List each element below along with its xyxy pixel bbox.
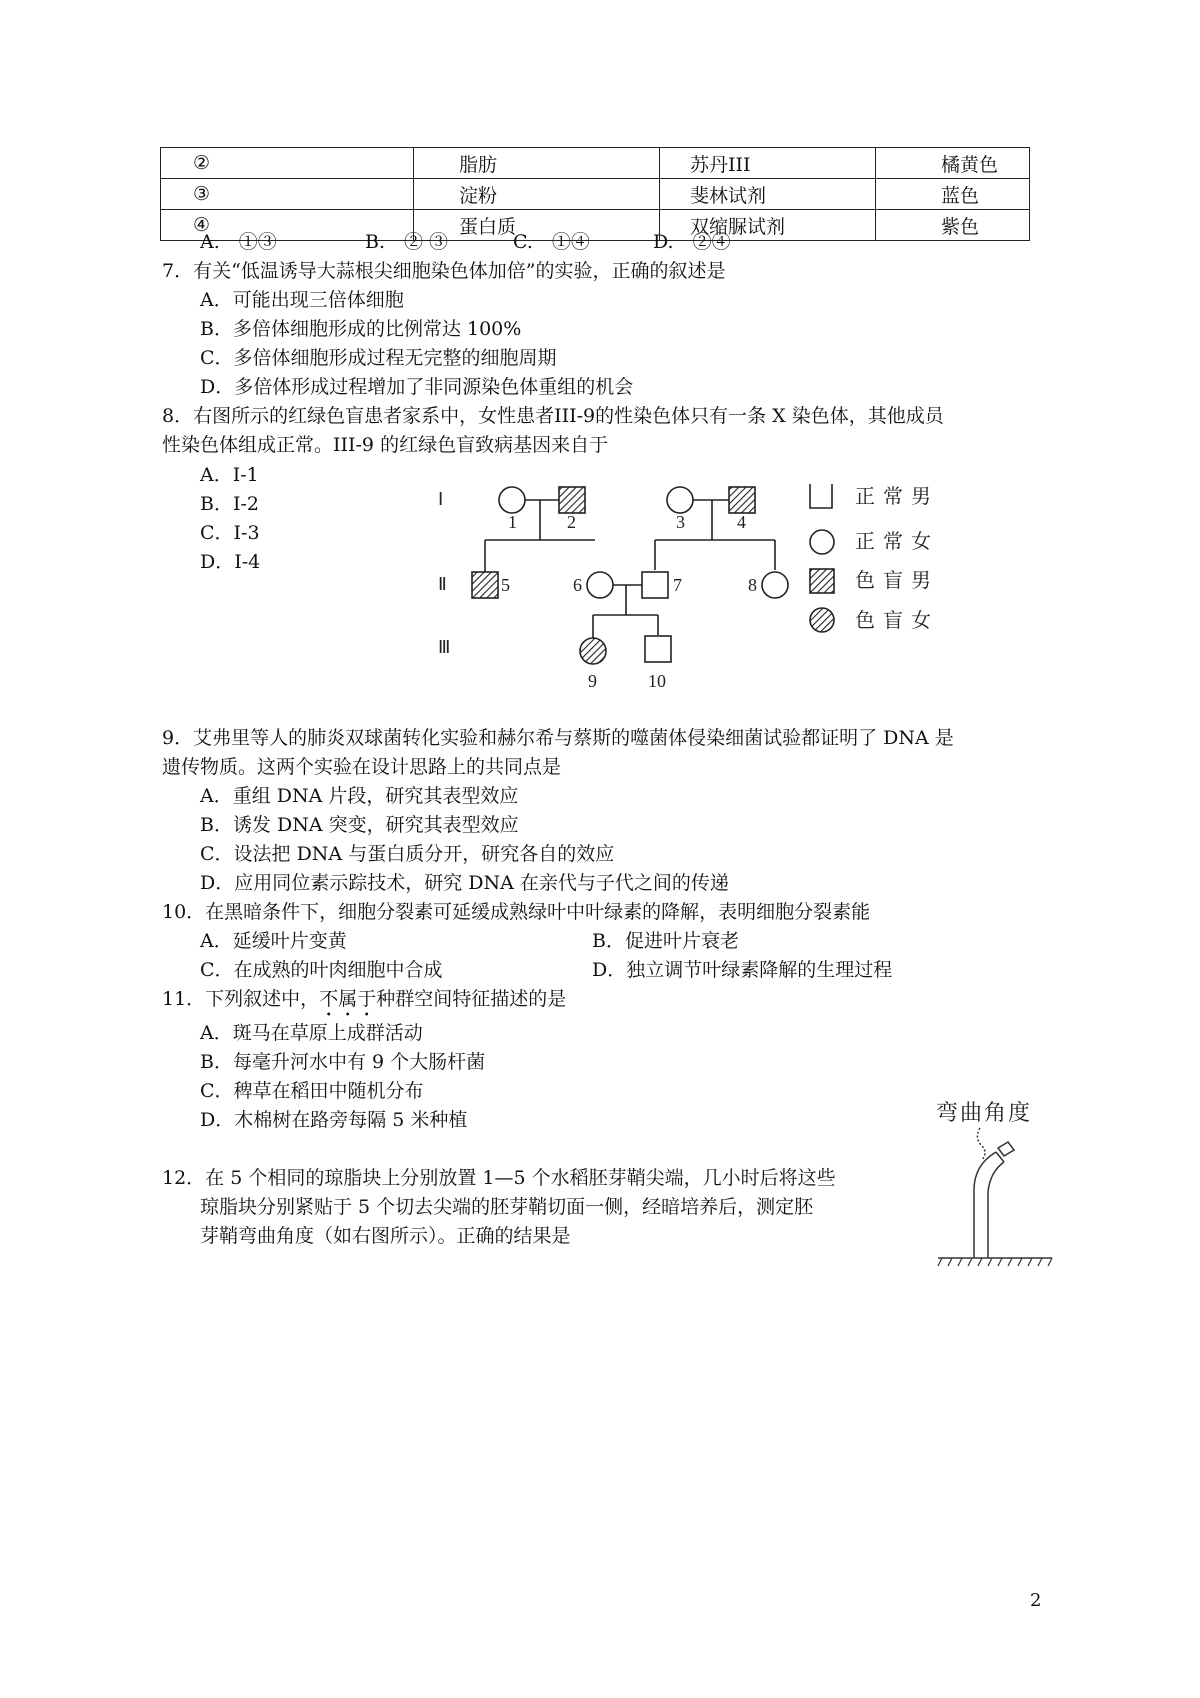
table-cell: ② bbox=[161, 148, 414, 179]
table-cell: 蓝色 bbox=[876, 179, 1030, 210]
table-cell: 蛋白质 bbox=[414, 210, 660, 241]
q6-option-c: C. ①④ bbox=[513, 231, 590, 253]
member-10: 10 bbox=[648, 671, 666, 691]
member-7: 7 bbox=[673, 575, 682, 595]
page-number: 2 bbox=[1030, 1590, 1042, 1611]
q8-stem-line2: 性染色体组成正常。III-9 的红绿色盲致病基因来自于 bbox=[162, 434, 609, 456]
q6-option-b: B. ② ③ bbox=[365, 231, 449, 253]
q11-option-c: C．稗草在稻田中随机分布 bbox=[200, 1080, 424, 1102]
q9-option-b: B．诱发 DNA 突变，研究其表型效应 bbox=[200, 814, 519, 836]
table-row bbox=[161, 148, 1030, 179]
table-cell: 脂肪 bbox=[414, 148, 660, 179]
q9-option-a: A．重组 DNA 片段，研究其表型效应 bbox=[200, 785, 519, 807]
pedigree-chart bbox=[430, 470, 990, 700]
member-8: 8 bbox=[748, 575, 757, 595]
q9-stem-line1: 9．艾弗里等人的肺炎双球菌转化实验和赫尔希与蔡斯的噬菌体侵染细菌试验都证明了 DNA 是 bbox=[162, 727, 954, 749]
member-6: 6 bbox=[573, 575, 582, 595]
legend-normal-female: 正常女 bbox=[855, 531, 939, 553]
legend-normal-male: 正常男 bbox=[855, 486, 939, 508]
q8-option-a: A．Ⅰ-1 bbox=[200, 464, 259, 486]
q10-option-d: D．独立调节叶绿素降解的生理过程 bbox=[592, 959, 893, 981]
table-row bbox=[161, 179, 1030, 210]
coleoptile-figure bbox=[930, 1090, 1060, 1275]
q7-option-c: C．多倍体细胞形成过程无完整的细胞周期 bbox=[200, 347, 557, 369]
legend-colorblind-male: 色盲男 bbox=[855, 570, 939, 592]
q11-option-a: A．斑马在草原上成群活动 bbox=[200, 1022, 423, 1044]
q9-option-c: C．设法把 DNA 与蛋白质分开，研究各自的效应 bbox=[200, 843, 615, 865]
reagent-table bbox=[160, 147, 1030, 241]
q7-option-a: A．可能出现三倍体细胞 bbox=[200, 289, 404, 311]
q10-option-a: A．延缓叶片变黄 bbox=[200, 930, 347, 952]
q11-stem bbox=[162, 984, 566, 1021]
q11-stem-pre: 11．下列叙述中， bbox=[162, 988, 320, 1010]
table-cell: 紫色 bbox=[876, 210, 1030, 241]
table-row bbox=[161, 210, 1030, 241]
q6-option-d: D. ②④ bbox=[653, 231, 731, 253]
table-cell: ③ bbox=[161, 179, 414, 210]
member-9: 9 bbox=[588, 671, 597, 691]
legend-colorblind-female: 色盲女 bbox=[855, 610, 939, 632]
figure-label: 弯曲角度 bbox=[936, 1101, 1033, 1126]
q10-option-b: B．促进叶片衰老 bbox=[592, 930, 739, 952]
generation-label-3: Ⅲ bbox=[438, 637, 451, 657]
table-cell: ④ bbox=[161, 210, 414, 241]
q8-stem-line1: 8．右图所示的红绿色盲患者家系中，女性患者III-9的性染色体只有一条 X 染色体，其他成员 bbox=[162, 405, 944, 427]
member-4: 4 bbox=[737, 512, 746, 532]
q12-line2: 琼脂块分别紧贴于 5 个切去尖端的胚芽鞘切面一侧，经暗培养后，测定胚 bbox=[200, 1196, 814, 1218]
q7-option-b: B．多倍体细胞形成的比例常达 100% bbox=[200, 318, 522, 340]
member-3: 3 bbox=[676, 512, 685, 532]
q8-option-b: B．Ⅰ-2 bbox=[200, 493, 259, 515]
q12-line1: 12．在 5 个相同的琼脂块上分别放置 1—5 个水稻胚芽鞘尖端，几小时后将这些 bbox=[162, 1167, 836, 1189]
member-5: 5 bbox=[501, 575, 510, 595]
q11-stem-post: 种群空间特征描述的是 bbox=[376, 988, 567, 1010]
q8-option-d: D．Ⅰ-4 bbox=[200, 551, 261, 573]
table-cell: 淀粉 bbox=[414, 179, 660, 210]
q8-option-c: C．Ⅰ-3 bbox=[200, 522, 260, 544]
table-cell: 斐林试剂 bbox=[660, 179, 876, 210]
q10-option-c: C．在成熟的叶肉细胞中合成 bbox=[200, 959, 443, 981]
q10-stem: 10．在黑暗条件下，细胞分裂素可延缓成熟绿叶中叶绿素的降解，表明细胞分裂素能 bbox=[162, 901, 871, 923]
member-2: 2 bbox=[567, 512, 576, 532]
q6-option-a: A. ①③ bbox=[200, 231, 277, 253]
q11-option-d: D．木棉树在路旁每隔 5 米种植 bbox=[200, 1109, 468, 1131]
q11-option-b: B．每毫升河水中有 9 个大肠杆菌 bbox=[200, 1051, 486, 1073]
q7-option-d: D．多倍体形成过程增加了非同源染色体重组的机会 bbox=[200, 376, 634, 398]
q9-stem-line2: 遗传物质。这两个实验在设计思路上的共同点是 bbox=[162, 756, 562, 778]
q7-stem: 7．有关“低温诱导大蒜根尖细胞染色体加倍”的实验，正确的叙述是 bbox=[162, 260, 726, 282]
member-1: 1 bbox=[508, 512, 517, 532]
generation-label-1: Ⅰ bbox=[438, 489, 444, 509]
table-cell: 橘黄色 bbox=[876, 148, 1030, 179]
generation-label-2: Ⅱ bbox=[438, 574, 447, 594]
q9-option-d: D．应用同位素示踪技术，研究 DNA 在亲代与子代之间的传递 bbox=[200, 872, 729, 894]
table-cell: 双缩脲试剂 bbox=[660, 210, 876, 241]
table-cell: 苏丹III bbox=[660, 148, 876, 179]
q11-stem-emphasis: 不属于 bbox=[319, 988, 377, 1010]
q12-line3: 芽鞘弯曲角度（如右图所示）。正确的结果是 bbox=[200, 1225, 571, 1247]
